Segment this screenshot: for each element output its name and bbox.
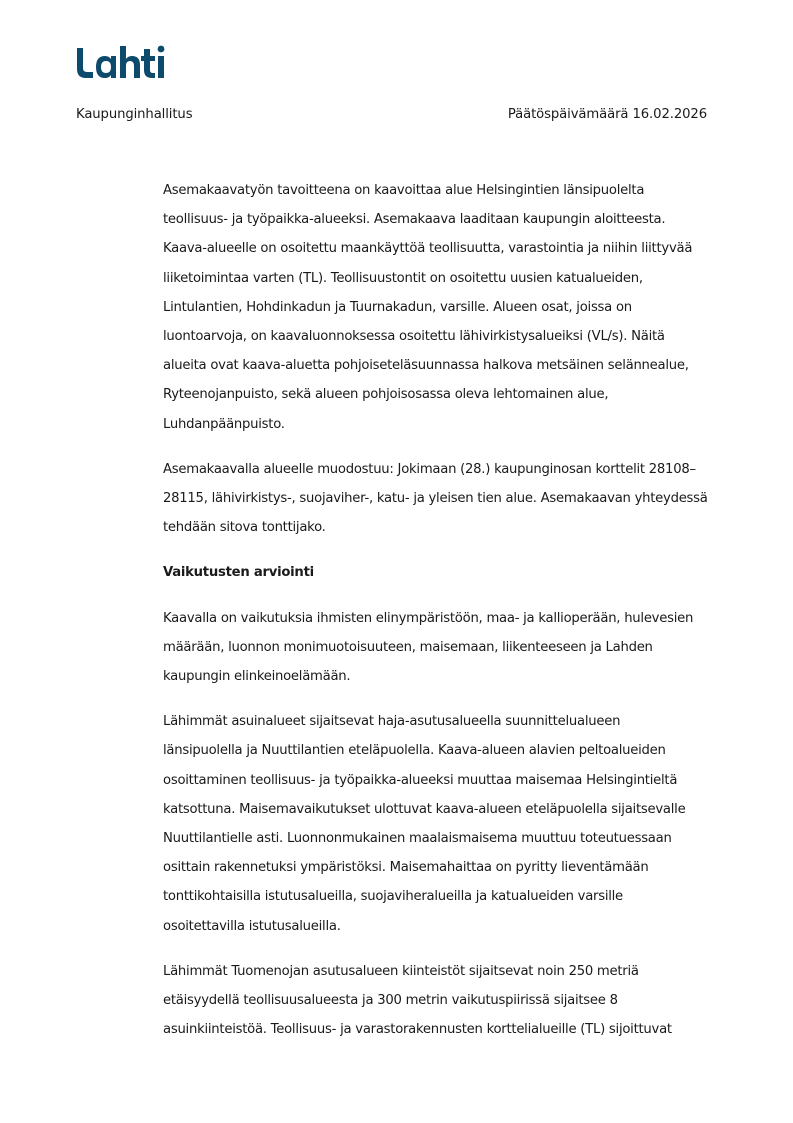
text-line: Ryteenojanpuisto, sekä alueen pohjoisosassa oleva lehtomainen alue, (163, 387, 609, 403)
text-line: asuinkiinteistöä. Teollisuus- ja varastorakennusten korttelialueille (TL) sijoittuvat (163, 1022, 672, 1038)
text-line: osittain rakennetuksi ympäristöksi. Maisemahaittaa on pyritty lieventämään (163, 860, 649, 876)
text-line: teollisuus- ja työpaikka-alueeksi. Asemakaava laaditaan kaupungin aloitteesta. (163, 212, 666, 228)
text-line: liiketoimintaa varten (TL). Teollisuustontit on osoitettu uusien katualueiden, (163, 270, 643, 286)
text-line: Nuuttilantielle asti. Luonnonmukainen maalaismaisema muuttuu toteutuessaan (163, 831, 672, 847)
text-line: länsipuolella ja Nuuttilantien eteläpuolella. Kaava-alueen alavien peltoalueiden (163, 743, 666, 759)
paragraph-plan-goal (163, 176, 733, 439)
text-line: osoitettavilla istutusalueilla. (163, 918, 341, 934)
decision-date: Päätöspäivämäärä 16.02.2026 (507, 107, 707, 122)
text-line: osoittaminen teollisuus- ja työpaikka-alueeksi muuttaa maisemaa Helsingintieltä (163, 772, 678, 788)
text-line: Kaava-alueelle on osoitettu maankäyttöä teollisuutta, varastointia ja niihin liittyvää (163, 241, 693, 257)
text-line: etäisyydellä teollisuusalueesta ja 300 metrin vaikutuspiirissä sijaitsee 8 (163, 993, 618, 1009)
text-line: katsottuna. Maisemavaikutukset ulottuvat kaava-alueen eteläpuolella sijaitsevalle (163, 801, 686, 817)
text-line: Kaavalla on vaikutuksia ihmisten elinympäristöön, maa- ja kallioperään, hulevesien (163, 610, 694, 626)
lahti-logo-icon (75, 44, 167, 80)
text-line: luontoarvoja, on kaavaluonnoksessa osoitettu lähivirkistysalueiksi (VL/s). Näitä (163, 329, 665, 345)
paragraph-impacts (163, 604, 733, 692)
lahti-logo (75, 44, 167, 84)
text-line: määrään, luonnon monimuotoisuuteen, maisemaan, liikenteeseen ja Lahden (163, 639, 653, 655)
text-line: kaupungin elinkeinoelämään. (163, 669, 351, 685)
paragraph-plan-areas (163, 455, 733, 543)
text-line: tonttikohtaisilla istutusalueilla, suojaviheralueilla ja katualueiden varsille (163, 889, 623, 905)
paragraph-landscape (163, 707, 733, 941)
organization-name: Kaupunginhallitus (76, 107, 193, 122)
document-body (163, 176, 733, 1060)
text-line: Lähimmät Tuomenojan asutusalueen kiinteistöt sijaitsevat noin 250 metriä (163, 963, 639, 979)
paragraph-residential-proximity (163, 957, 733, 1045)
text-line: Asemakaavatyön tavoitteena on kaavoittaa alue Helsingintien länsipuolelta (163, 183, 645, 198)
text-line: Asemakaavalla alueelle muodostuu: Jokimaan (28.) kaupunginosan korttelit 28108– (163, 461, 696, 477)
text-line: Luhdanpäänpuisto. (163, 416, 285, 432)
text-line: Lintulantien, Hohdinkadun ja Tuurnakadun, varsille. Alueen osat, joissa on (163, 299, 632, 315)
text-line: 28115, lähivirkistys-, suojaviher-, katu- ja yleisen tien alue. Asemakaavan yhteydessä (163, 491, 708, 507)
text-line: tehdään sitova tonttijako. (163, 520, 326, 536)
section-heading-impact-assessment: Vaikutusten arviointi (163, 565, 314, 581)
text-line: Lähimmät asuinalueet sijaitsevat haja-asutusalueella suunnittelualueen (163, 714, 621, 730)
text-line: alueita ovat kaava-aluetta pohjoiseteläsuunnassa halkova metsäinen selännealue, (163, 358, 689, 374)
